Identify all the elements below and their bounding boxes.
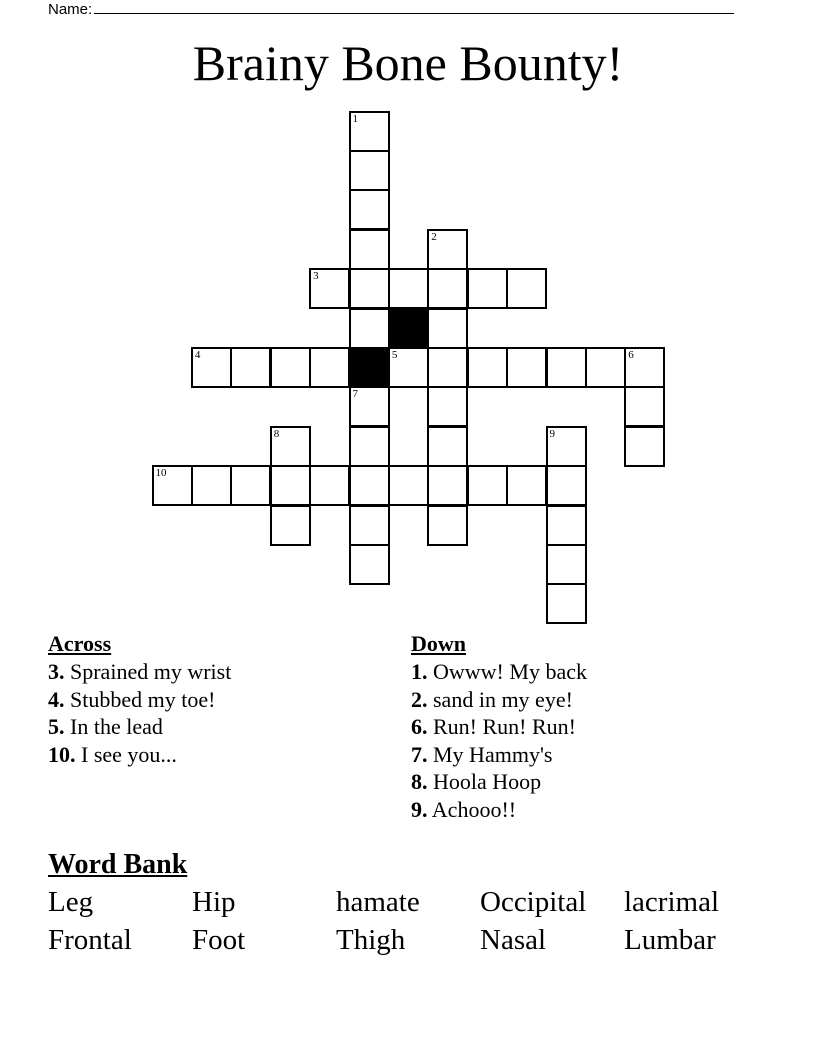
crossword-cell[interactable] — [546, 583, 587, 624]
crossword-cell[interactable] — [349, 229, 390, 270]
crossword-cell[interactable] — [427, 229, 468, 270]
crossword-cell[interactable] — [427, 465, 468, 506]
clue-number-label: 2 — [431, 230, 437, 243]
clue-text: In the lead — [70, 714, 163, 739]
clue-down-1 — [411, 658, 587, 686]
clue-text: I see you... — [81, 741, 177, 767]
crossword-cell[interactable] — [585, 347, 626, 388]
crossword-cell[interactable] — [349, 426, 390, 467]
clue-number: 2. — [411, 686, 428, 712]
crossword-cell[interactable] — [349, 308, 390, 349]
word-bank-title: Word Bank — [48, 849, 188, 880]
word-bank-item: Occipital — [480, 886, 587, 918]
crossword-cell[interactable] — [309, 347, 350, 388]
crossword-cell[interactable] — [506, 347, 547, 388]
clue-number-label: 8 — [273, 427, 280, 440]
clue-down-9 — [411, 796, 587, 824]
clue-number: 1. — [411, 659, 428, 684]
clue-number: 6. — [411, 714, 428, 739]
clue-text: Owww! My back — [433, 659, 587, 684]
word-bank-item: Hip — [192, 886, 236, 918]
crossword-cell[interactable] — [427, 268, 468, 309]
across-clues — [48, 630, 231, 768]
clue-number: 5. — [48, 714, 65, 739]
clue-number: 9. — [411, 796, 428, 822]
crossword-cell[interactable] — [349, 111, 390, 152]
crossword-cell[interactable] — [427, 505, 468, 546]
crossword-cell[interactable] — [427, 308, 468, 349]
clue-across-3 — [48, 658, 231, 686]
clue-text: sand in my eye! — [433, 686, 573, 712]
clue-across-10 — [48, 741, 231, 769]
crossword-cell[interactable] — [309, 268, 350, 309]
crossword-cell[interactable] — [230, 465, 271, 506]
crossword-cell[interactable] — [427, 347, 468, 388]
crossword-cell[interactable] — [349, 189, 390, 230]
clue-down-2 — [411, 686, 587, 714]
crossword-cell[interactable] — [624, 386, 665, 427]
clue-down-7 — [411, 741, 587, 769]
word-bank-item: hamate — [336, 886, 420, 918]
word-bank-item: Foot — [192, 924, 246, 956]
crossword-cell[interactable] — [546, 505, 587, 546]
crossword-cell[interactable] — [624, 426, 665, 467]
across-heading: Across — [48, 631, 112, 656]
crossword-cell[interactable] — [506, 465, 547, 506]
crossword-cell[interactable] — [546, 347, 587, 388]
down-clues — [411, 630, 587, 823]
clue-text: Achooo!! — [431, 796, 517, 822]
crossword-cell[interactable] — [506, 268, 547, 309]
crossword-cell[interactable] — [349, 386, 390, 427]
crossword-cell[interactable] — [191, 347, 232, 388]
clue-text: Hoola Hoop — [433, 769, 542, 794]
crossword-cell[interactable] — [349, 465, 390, 506]
crossword-cell[interactable] — [467, 268, 508, 309]
crossword-cell[interactable] — [546, 544, 587, 585]
name-field-line — [48, 0, 734, 19]
clue-across-4 — [48, 686, 231, 714]
crossword-cell[interactable] — [270, 465, 311, 506]
name-label: Name: — [48, 1, 93, 18]
crossword-cell[interactable] — [191, 465, 232, 506]
crossword-cell[interactable] — [309, 465, 350, 506]
crossword-cell[interactable] — [230, 347, 271, 388]
clue-text: My Hammy's — [433, 741, 553, 767]
clue-down-8 — [411, 768, 587, 796]
clue-number-label: 6 — [628, 348, 634, 361]
crossword-cell[interactable] — [546, 426, 587, 467]
clue-text: Run! Run! Run! — [433, 714, 576, 739]
clue-text: Stubbed my toe! — [70, 686, 216, 712]
clue-number-label: 4 — [194, 348, 201, 361]
word-bank-item: Thigh — [336, 924, 406, 956]
crossword-cell[interactable] — [152, 465, 193, 506]
puzzle-title: Brainy Bone Bounty! — [192, 35, 624, 91]
clue-number-label: 3 — [313, 270, 319, 283]
crossword-cell[interactable] — [467, 465, 508, 506]
clue-number-label: 1 — [352, 112, 358, 125]
clue-number-label: 5 — [391, 348, 398, 361]
crossword-cell[interactable] — [388, 268, 429, 309]
crossword-cell[interactable] — [467, 347, 508, 388]
crossword-cell[interactable] — [270, 347, 311, 388]
crossword-cell[interactable] — [270, 505, 311, 546]
clue-across-5 — [48, 713, 231, 741]
crossword-cell[interactable] — [270, 426, 311, 467]
clue-text: Sprained my wrist — [70, 659, 232, 684]
clue-number-label: 10 — [155, 467, 167, 480]
clue-number-label: 9 — [549, 427, 555, 440]
clue-number-label: 7 — [352, 388, 358, 401]
clue-number: 8. — [411, 769, 428, 794]
word-bank-item: Nasal — [480, 924, 547, 956]
crossword-cell[interactable] — [349, 150, 390, 191]
word-bank-item: Lumbar — [624, 924, 716, 956]
clue-number: 3. — [48, 659, 65, 684]
crossword-cell[interactable] — [349, 268, 390, 309]
clue-number: 10. — [48, 741, 76, 767]
crossword-black-cell — [349, 347, 390, 388]
word-bank-item: Frontal — [48, 924, 132, 956]
crossword-cell[interactable] — [546, 465, 587, 506]
word-bank-item: lacrimal — [624, 886, 720, 918]
crossword-cell[interactable] — [388, 347, 429, 388]
down-heading: Down — [411, 631, 467, 656]
clue-down-6 — [411, 713, 587, 741]
crossword-cell[interactable] — [427, 426, 468, 467]
crossword-cell[interactable] — [349, 544, 390, 585]
crossword-cell[interactable] — [427, 386, 468, 427]
crossword-cell[interactable] — [388, 465, 429, 506]
crossword-black-cell — [388, 308, 429, 349]
crossword-cell[interactable] — [349, 505, 390, 546]
clue-number: 7. — [411, 741, 428, 767]
word-bank-item: Leg — [48, 886, 94, 918]
clue-number: 4. — [48, 686, 65, 712]
crossword-cell[interactable] — [624, 347, 665, 388]
name-underline — [94, 0, 734, 14]
